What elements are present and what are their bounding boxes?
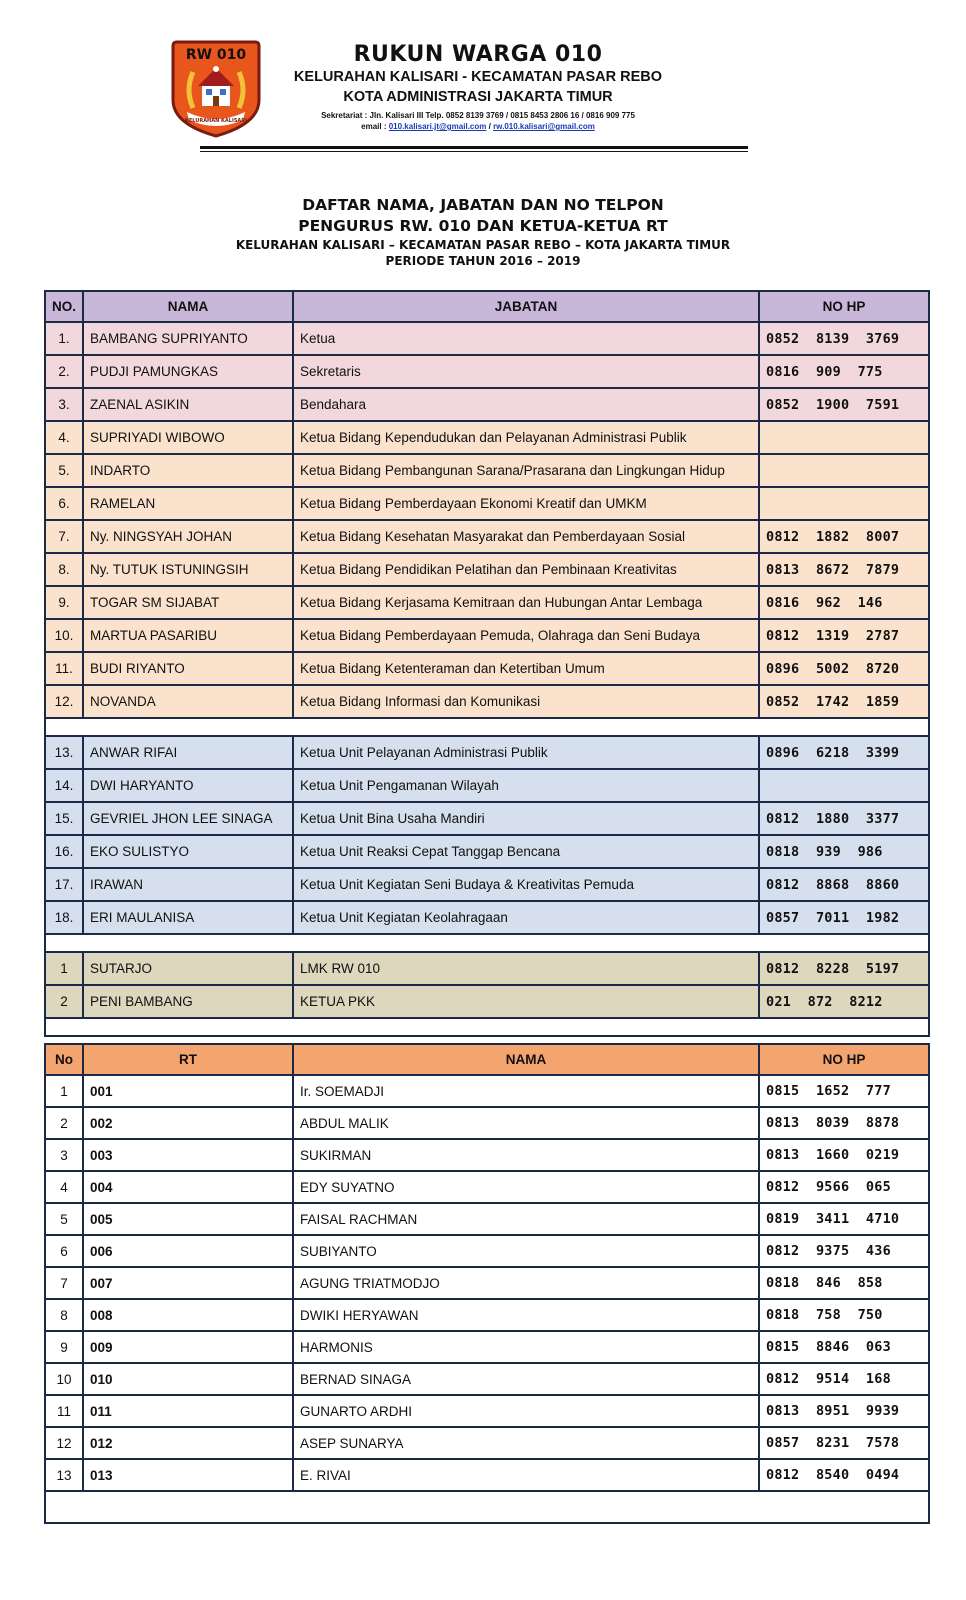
cell-jabatan: Ketua Bidang Pemberdayaan Pemuda, Olahraga dan Seni Budaya [293,619,759,652]
cell-phone: 021 872 8212 [759,985,929,1018]
cell-nama: HARMONIS [293,1331,759,1363]
cell-phone: 0857 7011 1982 [759,901,929,934]
cell-phone [759,454,929,487]
cell-jabatan: Ketua Unit Reaksi Cepat Tanggap Bencana [293,835,759,868]
cell-jabatan: Ketua Unit Bina Usaha Mandiri [293,802,759,835]
cell-phone: 0813 8951 9939 [759,1395,929,1427]
cell-no: 5. [45,454,83,487]
cell-jabatan: Ketua Bidang Pemberdayaan Ekonomi Kreatif dan UMKM [293,487,759,520]
email-line [268,121,688,132]
spacer-row [45,1018,929,1036]
pengurus-row [45,802,929,835]
rt-row [45,1171,929,1203]
pengurus-row [45,454,929,487]
cell-no: 6. [45,487,83,520]
cell-phone: 0896 5002 8720 [759,652,929,685]
header-jabatan: JABATAN [293,291,759,322]
logo-text: RW 010 [185,47,247,63]
cell-phone: 0816 909 775 [759,355,929,388]
rt-row [45,1459,929,1491]
cell-nama: E. RIVAI [293,1459,759,1491]
cell-no: 5 [45,1203,83,1235]
cell-phone [759,769,929,802]
cell-no: 13. [45,736,83,769]
cell-phone: 0812 9514 168 [759,1363,929,1395]
cell-nama: ASEP SUNARYA [293,1427,759,1459]
cell-nama: DWI HARYANTO [83,769,293,802]
rt-row [45,1107,929,1139]
cell-nama: SUPRIYADI WIBOWO [83,421,293,454]
cell-nama: ABDUL MALIK [293,1107,759,1139]
cell-no: 4. [45,421,83,454]
pengurus-row [45,769,929,802]
cell-nama: SUTARJO [83,952,293,985]
spacer-cell [45,934,929,952]
cell-jabatan: Ketua Bidang Kependudukan dan Pelayanan Administrasi Publik [293,421,759,454]
cell-phone [759,421,929,454]
cell-rt: 002 [83,1107,293,1139]
cell-nama: DWIKI HERYAWAN [293,1299,759,1331]
cell-jabatan: Ketua Bidang Kerjasama Kemitraan dan Hubungan Antar Lembaga [293,586,759,619]
cell-phone: 0818 758 750 [759,1299,929,1331]
cell-no: 3 [45,1139,83,1171]
cell-no: 10. [45,619,83,652]
cell-nama: NOVANDA [83,685,293,718]
rt-row [45,1427,929,1459]
cell-no: 12. [45,685,83,718]
cell-phone: 0812 1880 3377 [759,802,929,835]
spacer-cell [45,718,929,736]
pengurus-table [44,290,930,1037]
cell-no: 17. [45,868,83,901]
pengurus-row [45,487,929,520]
pengurus-row [45,586,929,619]
pengurus-row [45,619,929,652]
rt-row [45,1395,929,1427]
cell-no: 6 [45,1235,83,1267]
cell-nama: GEVRIEL JHON LEE SINAGA [83,802,293,835]
cell-phone: 0812 9566 065 [759,1171,929,1203]
empty-row [45,1491,929,1523]
cell-nama: FAISAL RACHMAN [293,1203,759,1235]
rt-row [45,1235,929,1267]
cell-rt: 006 [83,1235,293,1267]
pengurus-row [45,868,929,901]
cell-phone: 0812 9375 436 [759,1235,929,1267]
email-link-2[interactable]: rw.010.kalisari@gmail.com [493,122,595,131]
title-line-4: PERIODE TAHUN 2016 – 2019 [385,254,581,268]
cell-no: 12 [45,1427,83,1459]
letterhead-rule [200,146,748,149]
cell-jabatan: Ketua Unit Kegiatan Keolahragaan [293,901,759,934]
cell-no: 16. [45,835,83,868]
cell-no: 10 [45,1363,83,1395]
cell-jabatan: LMK RW 010 [293,952,759,985]
cell-nama: IRAWAN [83,868,293,901]
cell-phone: 0896 6218 3399 [759,736,929,769]
rt-header-hp: NO HP [759,1044,929,1075]
email-separator: / [488,122,491,131]
cell-nama: EKO SULISTYO [83,835,293,868]
cell-nama: Ny. TUTUK ISTUNINGSIH [83,553,293,586]
rt-header-row [45,1044,929,1075]
email-link-1[interactable]: 010.kalisari.jt@gmail.com [388,122,487,131]
cell-nama: TOGAR SM SIJABAT [83,586,293,619]
org-kelurahan: KELURAHAN KALISARI - KECAMATAN PASAR REBO [293,69,663,85]
cell-no: 2 [45,985,83,1018]
cell-phone: 0852 8139 3769 [759,322,929,355]
cell-jabatan: Ketua Bidang Pendidikan Pelatihan dan Pembinaan Kreativitas [293,553,759,586]
rt-row [45,1363,929,1395]
document-title [0,195,966,269]
cell-nama: EDY SUYATNO [293,1171,759,1203]
cell-no: 7. [45,520,83,553]
rt-header-nama: NAMA [293,1044,759,1075]
pengurus-row [45,520,929,553]
cell-phone: 0816 962 146 [759,586,929,619]
pengurus-header-row [45,291,929,322]
cell-jabatan: Ketua Bidang Informasi dan Komunikasi [293,685,759,718]
cell-phone: 0857 8231 7578 [759,1427,929,1459]
cell-phone: 0813 8039 8878 [759,1107,929,1139]
letterhead [268,42,688,132]
pengurus-row [45,421,929,454]
cell-jabatan: Ketua Unit Kegiatan Seni Budaya & Kreativitas Pemuda [293,868,759,901]
cell-no: 1. [45,322,83,355]
rt-header-rt: RT [83,1044,293,1075]
spacer-cell [45,1018,929,1036]
cell-nama: RAMELAN [83,487,293,520]
cell-no: 7 [45,1267,83,1299]
cell-jabatan: Ketua Bidang Pembangunan Sarana/Prasarana dan Lingkungan Hidup [293,454,759,487]
cell-jabatan: Ketua Unit Pengamanan Wilayah [293,769,759,802]
cell-no: 13 [45,1459,83,1491]
cell-no: 2 [45,1107,83,1139]
org-kota: KOTA ADMINISTRASI JAKARTA TIMUR [343,89,613,105]
cell-phone: 0815 1652 777 [759,1075,929,1107]
cell-rt: 004 [83,1171,293,1203]
cell-rt: 003 [83,1139,293,1171]
rt-row [45,1139,929,1171]
pengurus-row [45,952,929,985]
letterhead-rule-thin [200,151,748,152]
cell-nama: PENI BAMBANG [83,985,293,1018]
header-no: NO. [45,291,83,322]
cell-phone [759,487,929,520]
org-name: RUKUN WARGA 010 [353,42,603,67]
cell-no: 14. [45,769,83,802]
cell-jabatan: KETUA PKK [293,985,759,1018]
cell-no: 18. [45,901,83,934]
cell-nama: ANWAR RIFAI [83,736,293,769]
rw-logo [171,38,261,138]
rt-row [45,1331,929,1363]
cell-nama: Ir. SOEMADJI [293,1075,759,1107]
cell-phone: 0852 1742 1859 [759,685,929,718]
cell-no: 9. [45,586,83,619]
cell-nama: ERI MAULANISA [83,901,293,934]
rt-row [45,1299,929,1331]
pengurus-row [45,322,929,355]
cell-jabatan: Ketua Bidang Ketenteraman dan Ketertiban Umum [293,652,759,685]
cell-phone: 0812 1882 8007 [759,520,929,553]
cell-phone: 0852 1900 7591 [759,388,929,421]
spacer-row [45,718,929,736]
rt-row [45,1267,929,1299]
empty-cell [45,1491,929,1523]
cell-phone: 0812 1319 2787 [759,619,929,652]
cell-no: 4 [45,1171,83,1203]
cell-phone: 0818 846 858 [759,1267,929,1299]
pengurus-row [45,388,929,421]
pengurus-row [45,553,929,586]
cell-rt: 013 [83,1459,293,1491]
cell-rt: 011 [83,1395,293,1427]
cell-no: 11. [45,652,83,685]
cell-rt: 007 [83,1267,293,1299]
cell-phone: 0815 8846 063 [759,1331,929,1363]
rt-table [44,1043,930,1524]
cell-nama: AGUNG TRIATMODJO [293,1267,759,1299]
cell-phone: 0812 8540 0494 [759,1459,929,1491]
cell-nama: BAMBANG SUPRIYANTO [83,322,293,355]
pengurus-row [45,652,929,685]
header-hp: NO HP [759,291,929,322]
pengurus-row [45,901,929,934]
cell-jabatan: Ketua Bidang Kesehatan Masyarakat dan Pemberdayaan Sosial [293,520,759,553]
pengurus-row [45,685,929,718]
spacer-row [45,934,929,952]
cell-nama: Ny. NINGSYAH JOHAN [83,520,293,553]
cell-nama: ZAENAL ASIKIN [83,388,293,421]
cell-no: 1 [45,952,83,985]
cell-jabatan: Sekretaris [293,355,759,388]
rt-row [45,1203,929,1235]
secretariat-address: Sekretariat : Jln. Kalisari III Telp. 0852 8139 3769 / 0815 8453 2806 16 / 0816 909 775 [321,111,635,120]
header-nama: NAMA [83,291,293,322]
title-line-2: PENGURUS RW. 010 DAN KETUA-KETUA RT [298,217,668,235]
cell-phone: 0813 8672 7879 [759,553,929,586]
cell-rt: 005 [83,1203,293,1235]
pengurus-row [45,736,929,769]
pengurus-row [45,355,929,388]
logo-subtext: KELURAHAN KALISARI [184,118,248,124]
cell-jabatan: Bendahara [293,388,759,421]
cell-no: 1 [45,1075,83,1107]
cell-nama: BERNAD SINAGA [293,1363,759,1395]
cell-phone: 0812 8868 8860 [759,868,929,901]
cell-nama: MARTUA PASARIBU [83,619,293,652]
cell-nama: INDARTO [83,454,293,487]
cell-rt: 012 [83,1427,293,1459]
cell-no: 11 [45,1395,83,1427]
cell-phone: 0819 3411 4710 [759,1203,929,1235]
cell-no: 9 [45,1331,83,1363]
pengurus-row [45,985,929,1018]
cell-rt: 001 [83,1075,293,1107]
cell-jabatan: Ketua [293,322,759,355]
cell-no: 15. [45,802,83,835]
rt-header-no: No [45,1044,83,1075]
cell-rt: 009 [83,1331,293,1363]
cell-nama: GUNARTO ARDHI [293,1395,759,1427]
title-line-1: DAFTAR NAMA, JABATAN DAN NO TELPON [302,196,664,214]
cell-nama: BUDI RIYANTO [83,652,293,685]
cell-phone: 0813 1660 0219 [759,1139,929,1171]
email-label: email : [361,122,387,131]
pengurus-row [45,835,929,868]
title-line-3: KELURAHAN KALISARI – KECAMATAN PASAR REBO – KOTA JAKARTA TIMUR [235,238,731,252]
cell-nama: SUBIYANTO [293,1235,759,1267]
cell-no: 8 [45,1299,83,1331]
cell-rt: 008 [83,1299,293,1331]
cell-nama: SUKIRMAN [293,1139,759,1171]
cell-phone: 0812 8228 5197 [759,952,929,985]
cell-nama: PUDJI PAMUNGKAS [83,355,293,388]
rt-row [45,1075,929,1107]
cell-jabatan: Ketua Unit Pelayanan Administrasi Publik [293,736,759,769]
cell-no: 8. [45,553,83,586]
cell-phone: 0818 939 986 [759,835,929,868]
cell-no: 2. [45,355,83,388]
cell-no: 3. [45,388,83,421]
cell-rt: 010 [83,1363,293,1395]
